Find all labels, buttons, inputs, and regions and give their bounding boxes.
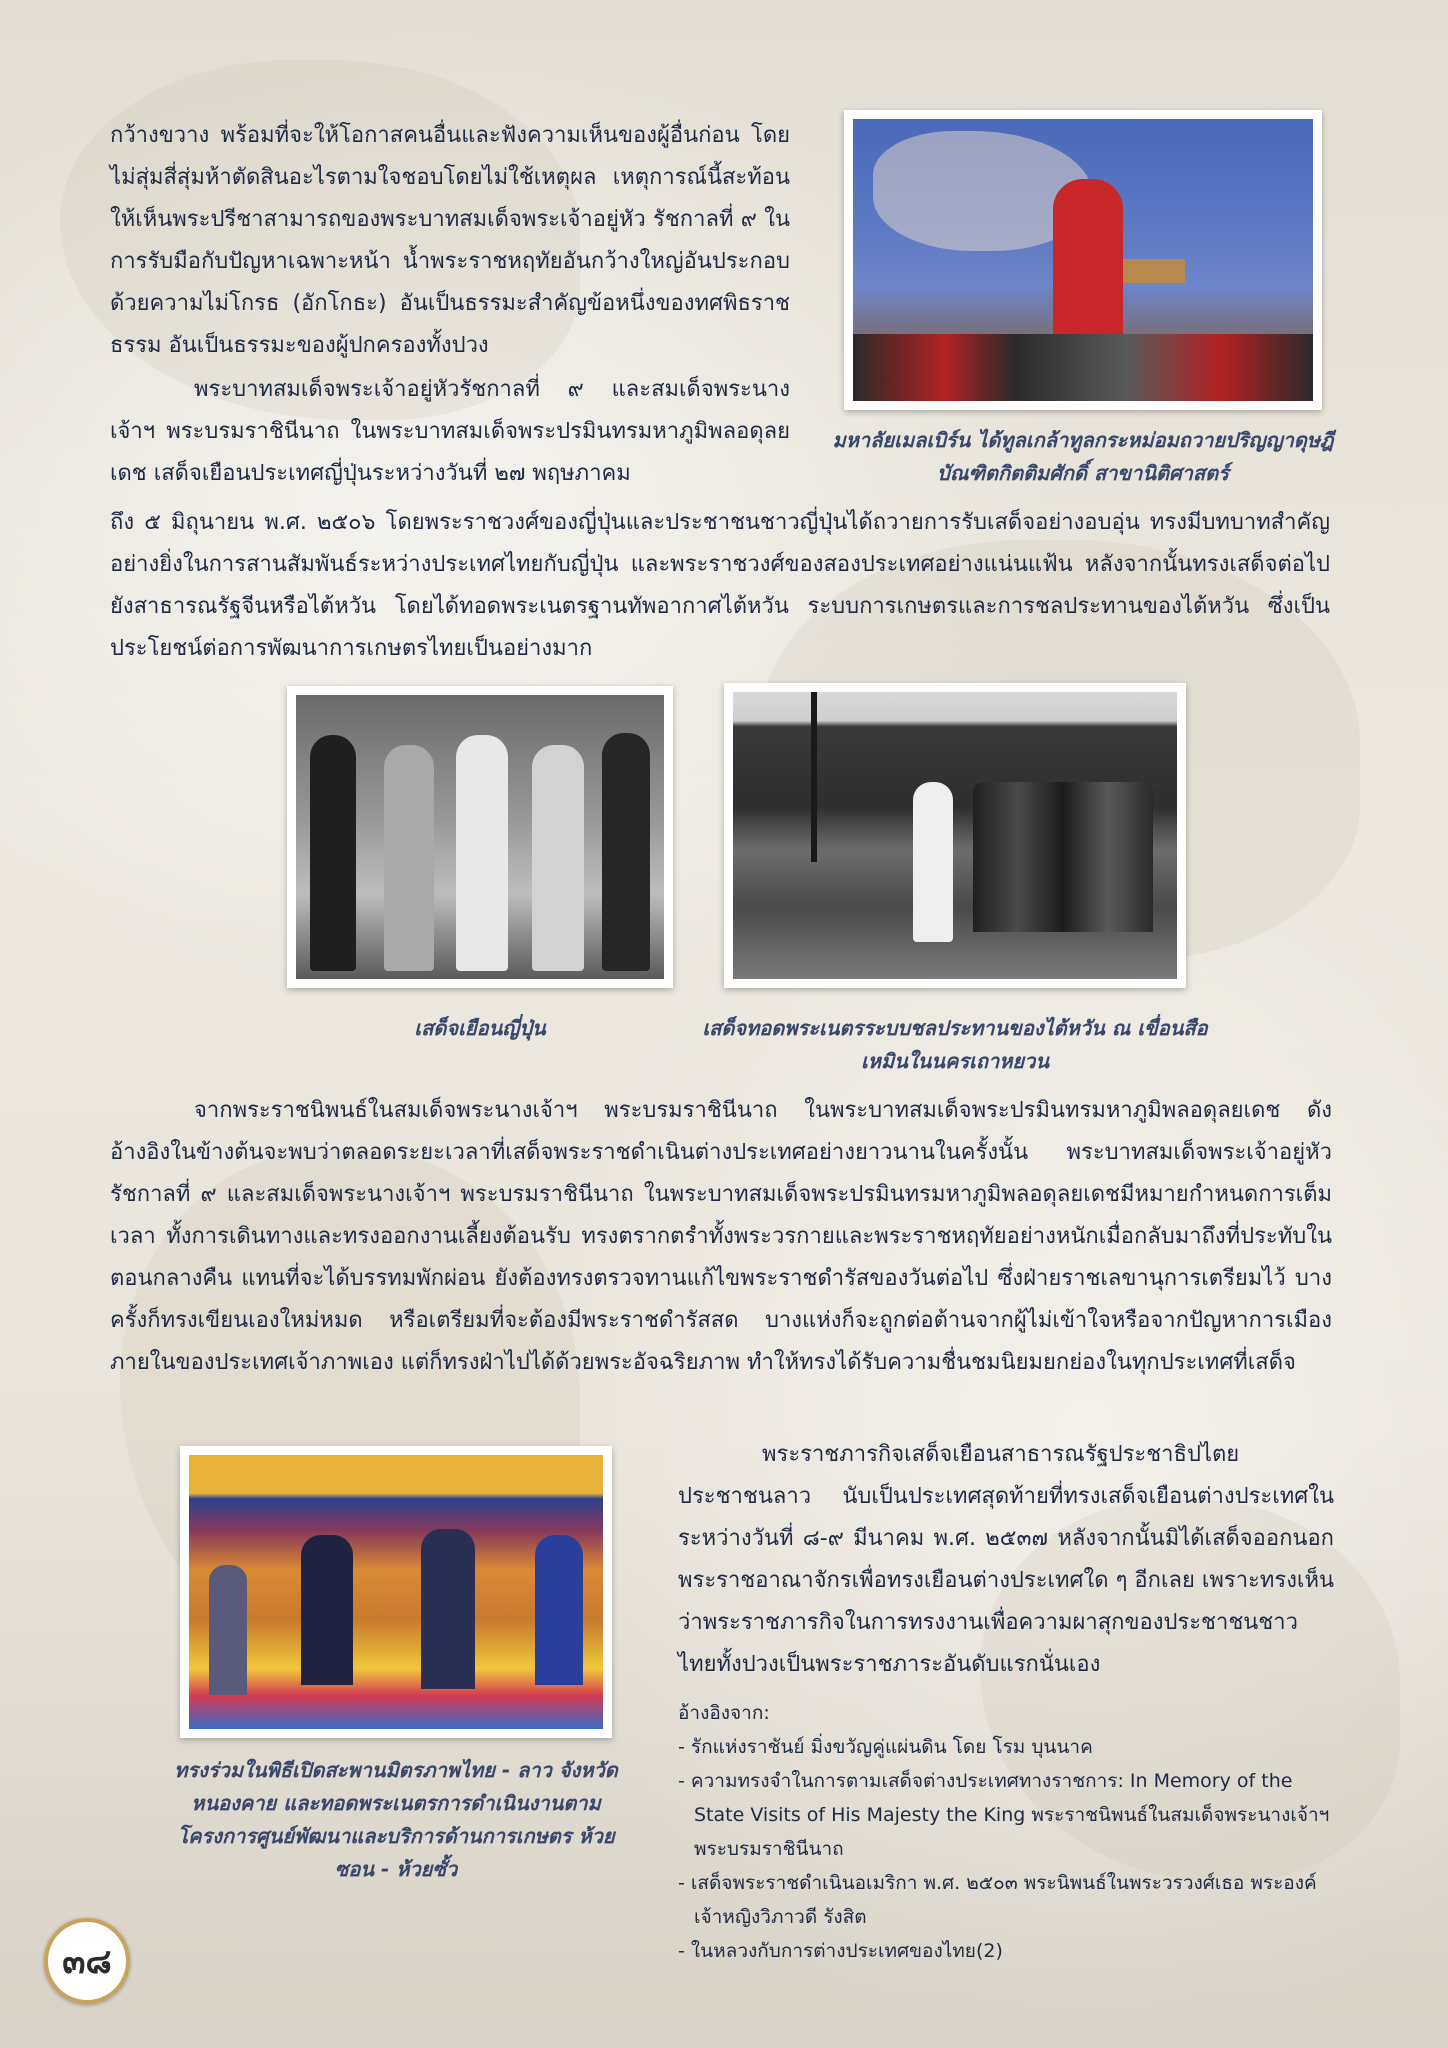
photo-figure-shape [301,1535,353,1685]
reference-item: - ความทรงจำในการตามเสด็จต่างประเทศทางราชการ: In Memory of the State Visits of His Majesty the King พระราชนิพนธ์ในสมเด็จพระนางเจ้าฯ พระบรมราชินีนาถ [678,1770,1330,1860]
page-number: ๓๘ [44,1918,130,2004]
photo-melbourne-degree [844,110,1322,410]
photo-audience-row-shape [853,334,1313,401]
reference-item: - ในหลวงกับการต่างประเทศของไทย(2) [678,1940,1003,1962]
photo-figure-shape [310,735,356,971]
photo-taiwan-image [733,692,1177,979]
photo-white-suit-figure-shape [913,782,953,942]
laos-text-block [678,1434,1334,1686]
references-list [678,1730,1338,1968]
photo-figure-shape [209,1565,247,1695]
photo-pole-shape [811,692,817,862]
paragraph-japan-continued: ถึง ๕ มิถุนายน พ.ศ. ๒๕๐๖ โดยพระราชวงศ์ของญี่ปุ่นและประชาชนชาวญี่ปุ่นได้ถวายการรับเสด็จอย่างอบอุ่น ทรงมีบทบาทสำคัญอย่างยิ่งในการสานสัมพันธ์ระหว่างประเทศไทยกับญี่ปุ่น และพระราชวงศ์ของสองประเทศอย่างแน่นแฟ้น หลังจากนั้นทรงเสด็จต่อไปยังสาธารณรัฐจีนหรือไต้หวัน โดยได้ทอดพระเนตรฐานทัพอากาศไต้หวัน ระบบการเกษตรและการชลประทานของไต้หวัน ซึ่งเป็นประโยชน์ต่อการพัฒนาการเกษตรไทยเป็นอย่างมาก [110,510,1330,661]
paragraph-laos-visit: พระราชภารกิจเสด็จเยือนสาธารณรัฐประชาธิปไตยประชาชนลาว นับเป็นประเทศสุดท้ายที่ทรงเสด็จเยือนต่างประเทศในระหว่างวันที่ ๘-๙ มีนาคม พ.ศ. ๒๕๓๗ หลังจากนั้นมิได้เสด็จออกนอกพระราชอาณาจักรเพื่อทรงเยือนต่างประเทศใด ๆ อีกเลย เพราะทรงเห็นว่าพระราชภารกิจในการทรงงานเพื่อความผาสุกของประชาชนชาวไทยทั้งปวงเป็นพระราชภาระอันดับแรกนั่นเอง [678,1442,1334,1677]
middle-text-block [110,1090,1332,1384]
photo-group-shape [973,782,1153,932]
photo-laos-bridge [180,1446,612,1738]
references-heading: อ้างอิงจาก: [678,1702,770,1724]
caption-japan: เสด็จเยือนญี่ปุ่น [414,1016,546,1040]
photo-figure-shape [532,745,584,971]
paragraph-japan-visit: พระบาทสมเด็จพระเจ้าอยู่หัวรัชกาลที่ ๙ และสมเด็จพระนางเจ้าฯ พระบรมราชินีนาถ ในพระบาทสมเด็จพระปรมินทรมหาภูมิพลอดุลยเดช เสด็จเยือนประเทศญี่ปุ่นระหว่างวันที่ ๒๗ พฤษภาคม [110,377,790,486]
top-text-block [110,115,790,495]
photo-laos-image [189,1455,603,1729]
photo-japan-image [296,695,664,979]
paragraph-royal-effort: จากพระราชนิพนธ์ในสมเด็จพระนางเจ้าฯ พระบรมราชินีนาถ ในพระบาทสมเด็จพระปรมินทรมหาภูมิพลอดุลยเดช ดังอ้างอิงในข้างต้นจะพบว่าตลอดระยะเวลาที่เสด็จพระราชดำเนินต่างประเทศอย่างยาวนานในครั้งนั้น พระบาทสมเด็จพระเจ้าอยู่หัวรัชกาลที่ ๙ และสมเด็จพระนางเจ้าฯ พระบรมราชินีนาถ ในพระบาทสมเด็จพระปรมินทรมหาภูมิพลอดุลยเดชมีหมายกำหนดการเต็มเวลา ทั้งการเดินทางและทรงออกงานเลี้ยงต้อนรับ ทรงตรากตรำทั้งพระวรกายและพระราชหฤทัยอย่างหนักเมื่อกลับมาถึงที่ประทับในตอนกลางคืน แทนที่จะได้บรรทมพักผ่อน ยังต้องทรงตรวจทานแก้ไขพระราชดำรัสของวันต่อไป ซึ่งฝ่ายราชเลขานุการเตรียมไว้ บางครั้งก็ทรงเขียนเองใหม่หมด หรือเตรียมที่จะต้องมีพระราชดำรัสสด บางแห่งก็จะถูกต่อต้านจากผู้ไม่เข้าใจหรือจากปัญหาการเมืองภายในของประเทศเจ้าภาพเอง แต่ก็ทรงฝ่าไปได้ด้วยพระอัจฉริยภาพ ทำให้ทรงได้รับความชื่นชมนิยมยกย่องในทุกประเทศที่เสด็จ [110,1098,1332,1375]
photo-figure-shape [535,1535,583,1685]
references-block [678,1696,1338,1968]
paragraph-virtue: กว้างขวาง พร้อมที่จะให้โอกาสคนอื่นและฟังความเห็นของผู้อื่นก่อน โดยไม่สุ่มสี่สุ่มห้าตัดสินอะไรตามใจชอบโดยไม่ใช้เหตุผล เหตุการณ์นี้สะท้อนให้เห็นพระปรีชาสามารถของพระบาทสมเด็จพระเจ้าอยู่หัว รัชกาลที่ ๙ ในการรับมือกับปัญหาเฉพาะหน้า น้ำพระราชหฤทัยอันกว้างใหญ่อันประกอบด้วยความไม่โกรธ (อักโกธะ) อันเป็นธรรมะสำคัญข้อหนึ่งของทศพิธราชธรรม อันเป็นธรรมะของผู้ปกครองทั้งปวง [110,123,790,358]
photo-japan-visit [287,686,673,988]
caption-melbourne: มหาลัยเมลเบิร์น ได้ทูลเกล้าทูลกระหม่อมถวายปริญญาดุษฎีบัณฑิตกิตติมศักดิ์ สาขานิติศาสตร์ [832,428,1334,485]
reference-item: - รักแห่งราชันย์ มิ่งขวัญคู่แผ่นดิน โดย โรม บุนนาค [678,1736,1093,1758]
photo-figure-shape [421,1529,475,1689]
photo-figure-shape [602,733,650,971]
reference-item: - เสด็จพระราชดำเนินอเมริกา พ.ศ. ๒๕๐๓ พระนิพนธ์ในพระวรวงศ์เธอ พระองค์เจ้าหญิงวิภาวดี รังสิต [678,1872,1317,1928]
caption-laos: ทรงร่วมในพิธีเปิดสะพานมิตรภาพไทย - ลาว จังหวัดหนองคาย และทอดพระเนตรการดำเนินงานตามโครงการศูนย์พัฒนาและบริการด้านการเกษตร ห้วยซอน - ห้วยซั้ว [174,1758,618,1881]
photo-melbourne-image [853,119,1313,401]
photo-taiwan-irrigation [724,683,1186,988]
photo-figure-shape [384,745,434,971]
caption-taiwan: เสด็จทอดพระเนตรระบบชลประทานของไต้หวัน ณ เขื่อนสือเหมินในนครเถาหยวน [702,1016,1208,1073]
photo-figure-shape [456,735,508,971]
japan-continued-block [110,502,1330,670]
